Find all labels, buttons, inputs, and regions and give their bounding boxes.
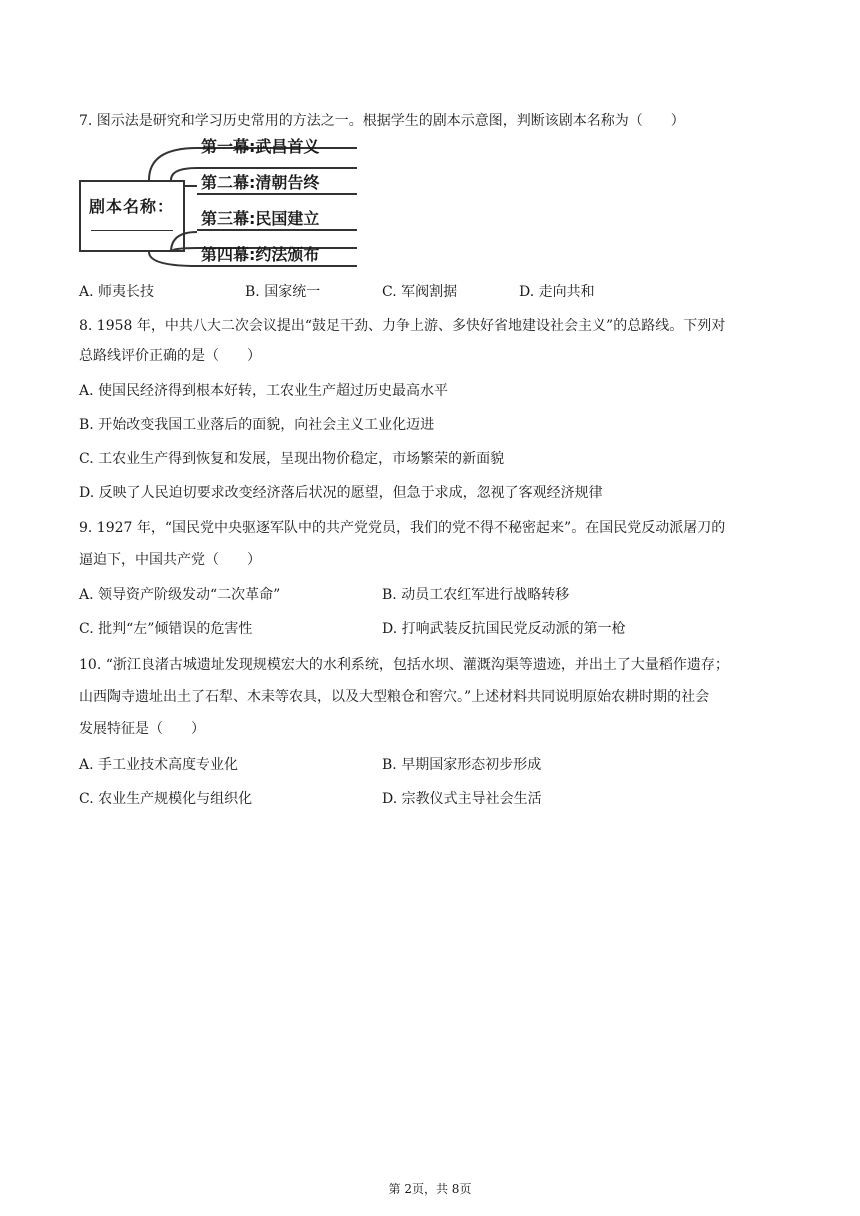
question-8-stem-line2: 总路线评价正确的是（ ） [79,348,261,364]
question-10-stem-line1: 10. “浙江良渚古城遗址发现规模宏大的水利系统，包括水坝、灌溉沟渠等遗迹，并出土了大量稻作遗存； [79,657,729,673]
q7-option-b: B. 国家统一 [245,284,321,300]
question-9-stem-line1: 9. 1927 年，“国民党中央驱逐军队中的共产党党员，我们的党不得不秘密起来”。在国民党反动派屠刀的 [79,520,726,536]
act-3: 第三幕:民国建立 [201,209,320,228]
q7-option-c: C. 军阀割据 [382,284,458,300]
q9-option-c: C. 批判“左”倾错误的危害性 [79,621,253,637]
question-7-stem: 7. 图示法是研究和学习历史常用的方法之一。根据学生的剧本示意图，判断该剧本名称为（ ） [79,113,685,129]
q9-option-a: A. 领导资产阶级发动“二次革命” [79,587,281,603]
q7-option-a: A. 师夷长技 [79,284,155,300]
q7-option-d: D. 走向共和 [519,284,595,300]
q10-option-b: B. 早期国家形态初步形成 [382,757,542,773]
q10-option-d: D. 宗教仪式主导社会生活 [382,791,542,807]
question-8-stem-line1: 8. 1958 年，中共八大二次会议提出“鼓足干劲、力争上游、多快好省地建设社会主义”的总路线。下列对 [79,318,726,334]
q8-option-b: B. 开始改变我国工业落后的面貌，向社会主义工业化迈进 [79,417,435,433]
act-1: 第一幕:武昌首义 [201,137,320,156]
script-name-label: 剧本名称： [89,197,175,216]
answer-blank [91,230,173,231]
question-10-stem-line2: 山西陶寺遗址出土了石犁、木耒等农具，以及大型粮仓和窖穴。”上述材料共同说明原始农耕时期的社会 [79,689,710,705]
q8-option-d: D. 反映了人民迫切要求改变经济落后状况的愿望，但急于求成，忽视了客观经济规律 [79,485,603,501]
script-diagram [79,136,363,270]
q9-option-d: D. 打响武装反抗国民党反动派的第一枪 [382,621,626,637]
act-2: 第二幕:清朝告终 [201,173,320,192]
page-number: 第 2页，共 8页 [388,1182,472,1196]
question-9-stem-line2: 逼迫下，中国共产党（ ） [79,552,261,568]
act-4: 第四幕:约法颁布 [201,245,320,264]
question-10-stem-line3: 发展特征是（ ） [79,721,205,737]
q10-option-c: C. 农业生产规模化与组织化 [79,791,253,807]
q8-option-a: A. 使国民经济得到根本好转，工农业生产超过历史最高水平 [79,383,449,399]
q8-option-c: C. 工农业生产得到恢复和发展，呈现出物价稳定，市场繁荣的新面貌 [79,451,505,467]
q9-option-b: B. 动员工农红军进行战略转移 [382,587,570,603]
q10-option-a: A. 手工业技术高度专业化 [79,757,239,773]
script-name-box [79,180,185,252]
